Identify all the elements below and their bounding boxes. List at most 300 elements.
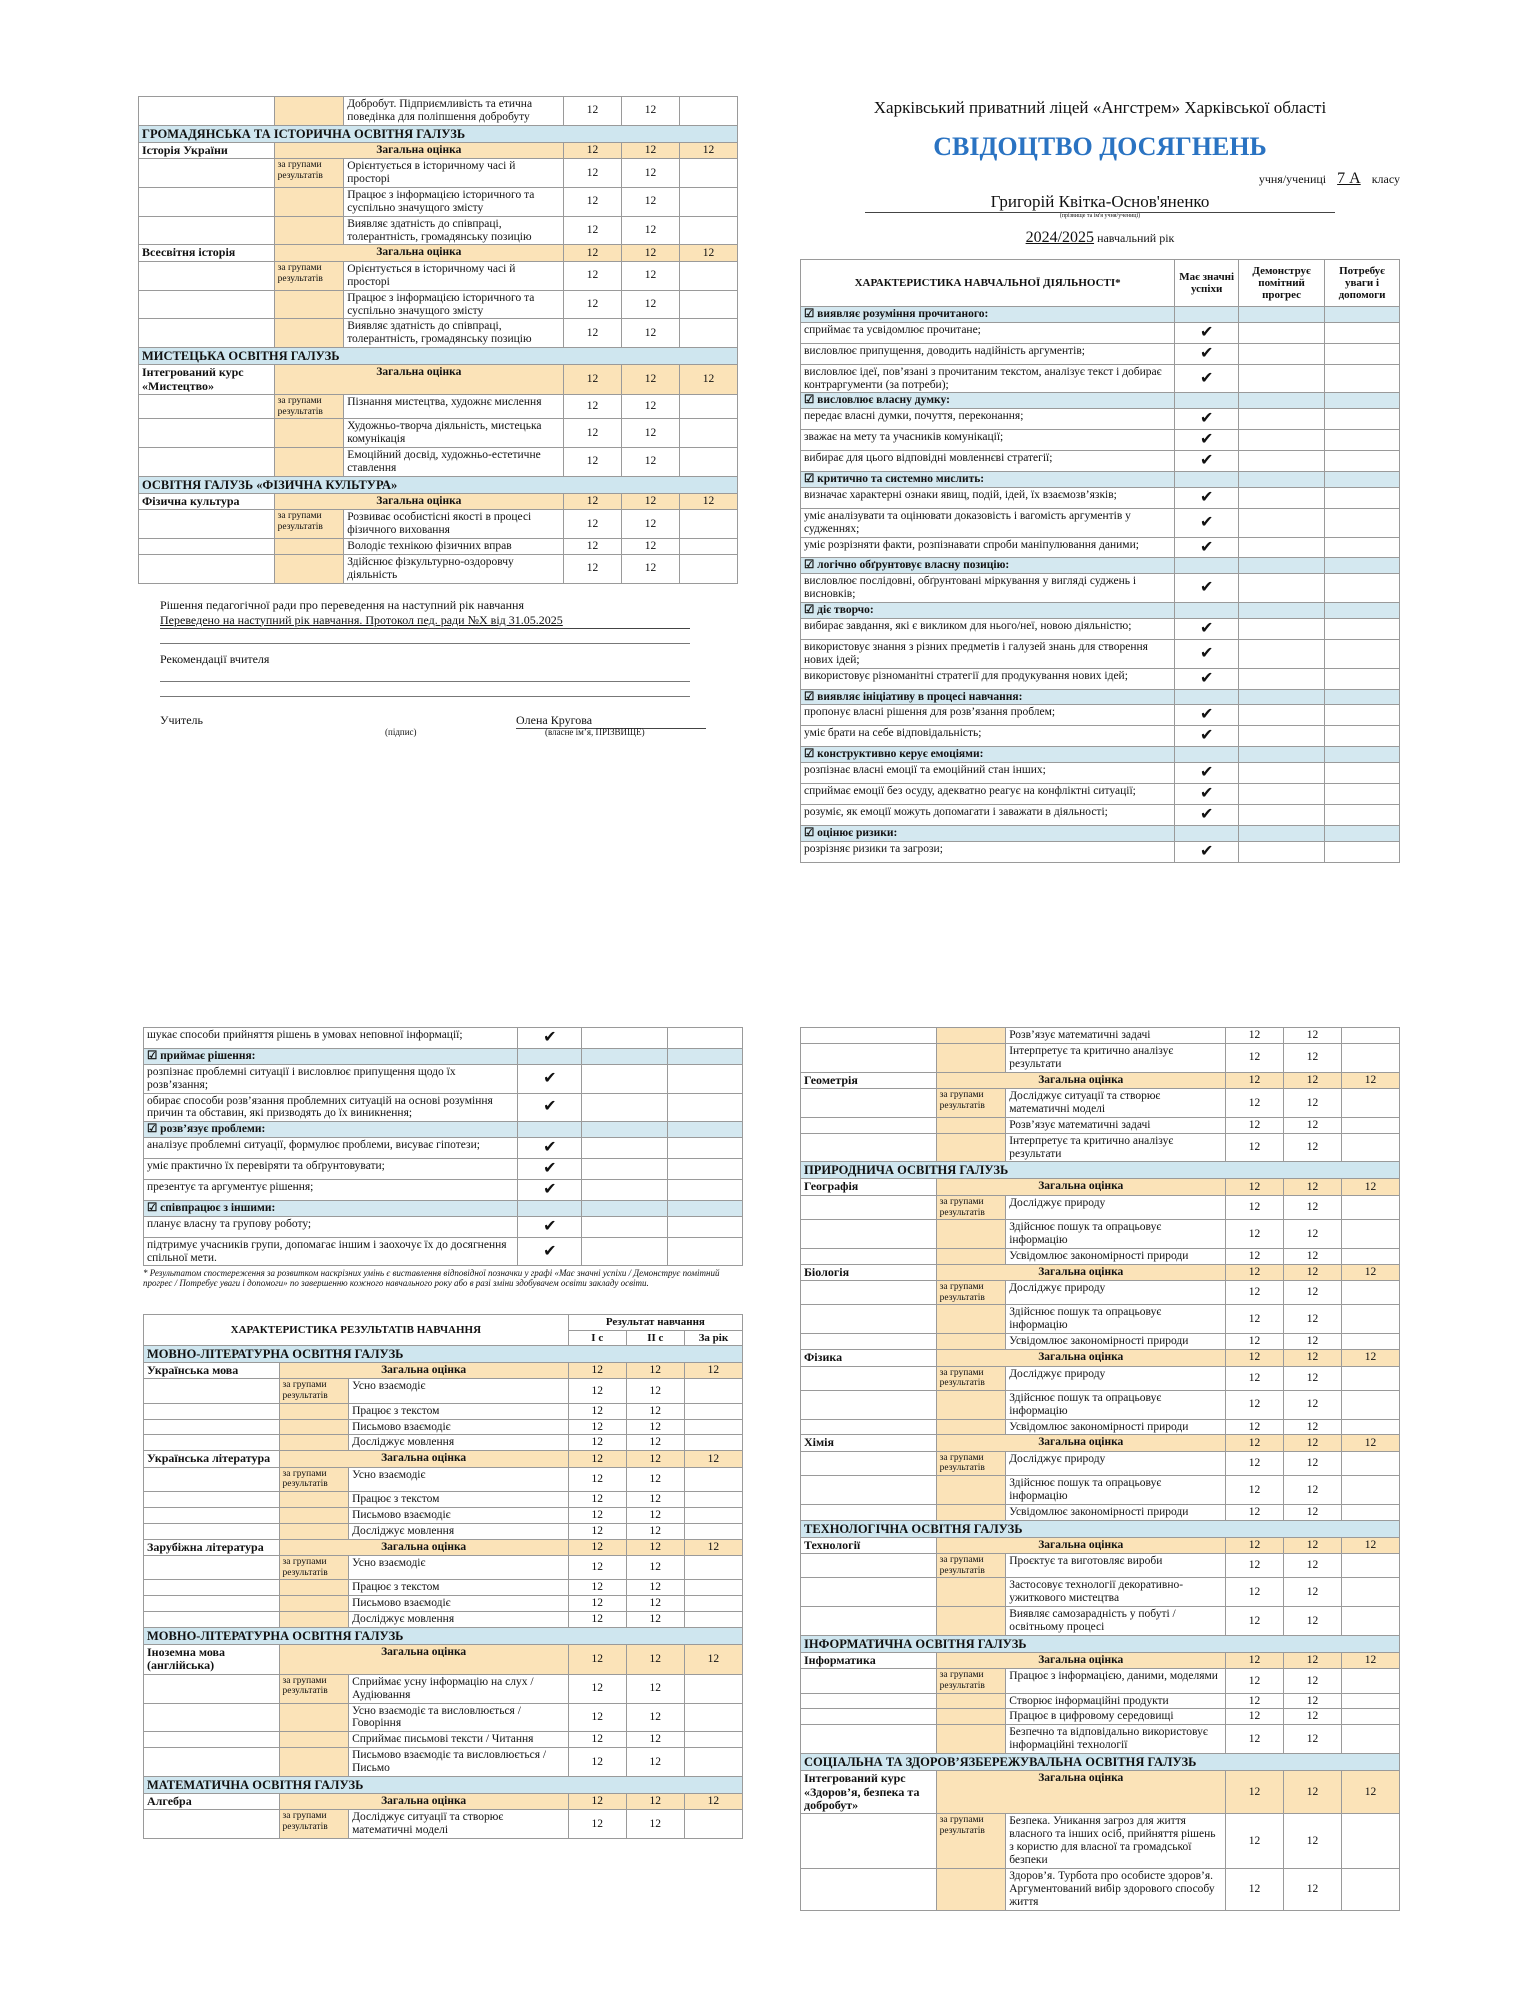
grade-cell: 12	[568, 1748, 626, 1777]
group-label: за групами результатів	[274, 510, 344, 539]
grade-cell: 12	[563, 510, 621, 539]
skill-text: аналізує проблемні ситуації, формулює проблеми, висуває гіпотези;	[144, 1138, 518, 1159]
year-line	[800, 229, 1400, 247]
result-row	[144, 1523, 743, 1539]
grade-cell	[679, 159, 737, 188]
head-success: Має значні успіхи	[1175, 260, 1239, 307]
subject-name	[801, 1669, 937, 1693]
grade-cell: 12	[1283, 1179, 1341, 1195]
grade-cell: 12	[563, 365, 621, 395]
grade-cell: 12	[626, 1492, 684, 1508]
skill-row	[801, 508, 1400, 537]
grade-cell: 12	[568, 1467, 626, 1491]
grade-cell: 12	[626, 1419, 684, 1435]
class-line	[800, 170, 1400, 188]
result-text: Виявляє самозарадність у побуті / освітньому процесі	[1006, 1607, 1226, 1636]
subject-name: Технології	[801, 1537, 937, 1553]
mark-cell	[1239, 639, 1325, 668]
group-label	[936, 1043, 1006, 1072]
grade-cell: 12	[1225, 1419, 1283, 1435]
subject-name	[139, 290, 275, 319]
subject-name	[144, 1403, 280, 1419]
grade-cell	[684, 1703, 742, 1732]
grade-cell: 12	[1283, 1043, 1341, 1072]
grade-cell: 12	[621, 319, 679, 348]
grade-cell: 12	[568, 1556, 626, 1580]
grade-cell	[1341, 1578, 1399, 1607]
grade-cell: 12	[1225, 1089, 1283, 1118]
overall-label: Загальна оцінка	[274, 365, 563, 395]
result-row	[139, 261, 738, 290]
grade-cell: 12	[1283, 1693, 1341, 1709]
skill-group-row	[801, 689, 1400, 705]
mark-cell	[1175, 747, 1239, 763]
grade-cell	[684, 1492, 742, 1508]
grade-cell	[1341, 1133, 1399, 1162]
grade-cell	[684, 1732, 742, 1748]
grade-cell: 12	[1283, 1264, 1341, 1280]
subject-name	[144, 1580, 280, 1596]
grade-cell	[679, 448, 737, 477]
grade-cell	[1341, 1390, 1399, 1419]
grade-cell: 12	[1225, 1607, 1283, 1636]
grade-cell: 12	[568, 1580, 626, 1596]
skill-group-title: ☑ висловлює власну думку:	[801, 393, 1175, 409]
result-row	[144, 1467, 743, 1491]
grade-cell: 12	[568, 1674, 626, 1703]
grade-cell: 12	[1283, 1578, 1341, 1607]
subject-name	[144, 1674, 280, 1703]
grade-cell: 12	[621, 365, 679, 395]
skill-text: використовує різноманітні стратегії для продукування нових ідей;	[801, 668, 1175, 689]
group-label: за групами результатів	[279, 1556, 349, 1580]
mark-cell	[1325, 726, 1400, 747]
subject-name	[801, 1133, 937, 1162]
result-row	[801, 1195, 1400, 1219]
grade-cell: 12	[1225, 1537, 1283, 1553]
result-label: Результат навчання	[568, 1315, 742, 1330]
grades-table-p4	[800, 1027, 1400, 1911]
grade-cell	[1341, 1248, 1399, 1264]
subject-name	[144, 1596, 280, 1612]
skill-group-title: ☑ оцінює ризики:	[801, 825, 1175, 841]
result-text: Письмово взаємодіє та висловлюється / Письмо	[349, 1748, 569, 1777]
result-row	[139, 538, 738, 554]
mark-cell	[1239, 804, 1325, 825]
result-row	[144, 1580, 743, 1596]
group-label	[279, 1580, 349, 1596]
subject-overall-row	[139, 245, 738, 261]
grade-cell: 12	[621, 159, 679, 188]
result-text: Розв’язує математичні задачі	[1006, 1028, 1226, 1044]
group-label	[936, 1334, 1006, 1350]
section-row	[801, 1162, 1400, 1179]
grade-cell: 12	[568, 1523, 626, 1539]
subject-overall-row	[139, 142, 738, 158]
grade-cell: 12	[621, 216, 679, 245]
skill-text: пропонує власні рішення для розв’язання проблем;	[801, 705, 1175, 726]
subject-name: Зарубіжна література	[144, 1539, 280, 1555]
subject-name	[801, 1248, 937, 1264]
mark-cell	[1239, 747, 1325, 763]
grade-cell: 12	[1225, 1179, 1283, 1195]
result-text: Досліджує мовлення	[349, 1523, 569, 1539]
mark-cell	[668, 1179, 743, 1200]
grade-cell: 12	[1225, 1072, 1283, 1088]
skill-text: обирає способи розв’язання проблемних ситуацій на основі розуміння причин та обставин, які призводять до їх виникнення;	[144, 1093, 518, 1122]
result-text: Добробут. Підприємливість та етична поведінка для поліпшення добробуту	[344, 97, 564, 126]
group-label	[274, 216, 344, 245]
grade-cell: 12	[626, 1674, 684, 1703]
result-text: Виявляє здатність до співпраці, толерантність, громадянську позицію	[344, 216, 564, 245]
grade-cell: 12	[684, 1793, 742, 1809]
grade-cell: 12	[626, 1467, 684, 1491]
mark-cell	[582, 1122, 668, 1138]
col-sem2: ІІ с	[626, 1330, 684, 1345]
student-name: Григорій Квітка-Основ'яненко	[865, 192, 1335, 213]
skill-row	[144, 1216, 743, 1237]
grade-cell: 12	[1225, 1028, 1283, 1044]
mark-cell	[1239, 409, 1325, 430]
group-label	[274, 538, 344, 554]
skill-text: розпізнає власні емоції та емоційний стан інших;	[801, 763, 1175, 784]
grade-cell: 12	[1225, 1390, 1283, 1419]
result-text: Безпечно та відповідально використовує інформаційні технології	[1006, 1725, 1226, 1754]
subject-name	[801, 1195, 937, 1219]
mark-cell	[1175, 603, 1239, 619]
grade-cell: 12	[1225, 1693, 1283, 1709]
grade-cell: 12	[568, 1507, 626, 1523]
grade-cell	[1341, 1089, 1399, 1118]
mark-cell	[1325, 558, 1400, 574]
group-label: за групами результатів	[936, 1669, 1006, 1693]
check-mark: ✔	[518, 1064, 582, 1093]
group-label	[936, 1305, 1006, 1334]
grade-cell: 12	[1283, 1652, 1341, 1668]
skill-text: використовує знання з різних предметів і галузей знань для створення нових ідей;	[801, 639, 1175, 668]
group-label: за групами результатів	[279, 1379, 349, 1403]
check-mark: ✔	[1175, 430, 1239, 451]
result-text: Розвиває особистісні якості в процесі фізичного виховання	[344, 510, 564, 539]
subject-name	[801, 1281, 937, 1305]
grade-cell	[679, 97, 737, 126]
skill-text: сприймає та усвідомлює прочитане;	[801, 322, 1175, 343]
grade-cell: 12	[626, 1748, 684, 1777]
skill-row	[801, 430, 1400, 451]
grade-cell: 12	[563, 554, 621, 583]
result-text: Сприймає усну інформацію на слух / Аудіювання	[349, 1674, 569, 1703]
teacher-row	[160, 713, 690, 745]
grade-cell: 12	[679, 493, 737, 509]
result-row	[144, 1810, 743, 1839]
grade-cell	[679, 510, 737, 539]
grade-cell: 12	[568, 1363, 626, 1379]
grade-cell	[679, 554, 737, 583]
skill-row	[801, 364, 1400, 393]
section-title: МИСТЕЦЬКА ОСВІТНЯ ГАЛУЗЬ	[139, 348, 738, 365]
mark-cell	[1325, 639, 1400, 668]
subject-name: Біологія	[801, 1264, 937, 1280]
group-label	[936, 1578, 1006, 1607]
skill-text: планує власну та групову роботу;	[144, 1216, 518, 1237]
result-text: Пізнання мистецтва, художнє мислення	[344, 395, 564, 419]
result-row	[144, 1435, 743, 1451]
subject-name: Геометрія	[801, 1072, 937, 1088]
grade-cell: 12	[621, 142, 679, 158]
subject-overall-row	[144, 1644, 743, 1674]
grade-cell	[684, 1556, 742, 1580]
subject-name	[144, 1748, 280, 1777]
check-mark: ✔	[1175, 343, 1239, 364]
result-text: Працює з текстом	[349, 1580, 569, 1596]
result-text: Усно взаємодіє	[349, 1556, 569, 1580]
group-label: за групами результатів	[936, 1281, 1006, 1305]
result-row	[801, 1043, 1400, 1072]
subject-name: Всесвітня історія	[139, 245, 275, 261]
subject-overall-row	[139, 493, 738, 509]
mark-cell	[1239, 307, 1325, 323]
grade-cell: 12	[626, 1451, 684, 1467]
skill-group-title: ☑ виявляє ініціативу в процесі навчання:	[801, 689, 1175, 705]
check-mark: ✔	[1175, 668, 1239, 689]
mark-cell	[1325, 574, 1400, 603]
grade-cell: 12	[1225, 1771, 1283, 1814]
overall-label: Загальна оцінка	[279, 1451, 568, 1467]
check-mark: ✔	[518, 1138, 582, 1159]
skill-row	[801, 804, 1400, 825]
grade-cell: 12	[626, 1580, 684, 1596]
grade-cell	[684, 1403, 742, 1419]
result-row	[801, 1578, 1400, 1607]
mark-cell	[582, 1159, 668, 1180]
class-value: 7 А	[1337, 170, 1361, 187]
grade-cell: 12	[626, 1644, 684, 1674]
mark-cell	[518, 1200, 582, 1216]
subject-overall-row	[144, 1451, 743, 1467]
result-row	[801, 1693, 1400, 1709]
group-label	[936, 1476, 1006, 1505]
subject-overall-row	[801, 1179, 1400, 1195]
result-text: Працює з інформацією історичного та суспільно значущого змісту	[344, 187, 564, 216]
result-text: Досліджує ситуації та створює математичні моделі	[349, 1810, 569, 1839]
page-3	[143, 1027, 743, 1839]
grade-cell: 12	[568, 1732, 626, 1748]
grade-cell: 12	[1283, 1771, 1341, 1814]
mark-cell	[1175, 472, 1239, 488]
mark-cell	[1325, 508, 1400, 537]
grade-cell: 12	[568, 1435, 626, 1451]
subject-name	[801, 1366, 937, 1390]
skill-row	[144, 1064, 743, 1093]
result-row	[801, 1669, 1400, 1693]
skill-row	[144, 1138, 743, 1159]
skill-text: визначає характерні ознаки явищ, подій, ідей, їх взаємозв’язків;	[801, 487, 1175, 508]
grade-cell	[679, 216, 737, 245]
subject-overall-row	[801, 1435, 1400, 1451]
grade-cell	[679, 419, 737, 448]
mark-cell	[1325, 472, 1400, 488]
subject-name	[139, 187, 275, 216]
group-label: за групами результатів	[274, 395, 344, 419]
result-text: Працює з текстом	[349, 1403, 569, 1419]
grade-cell: 12	[563, 216, 621, 245]
result-row	[801, 1028, 1400, 1044]
result-row	[801, 1117, 1400, 1133]
name-hint: (власне ім’я, ПРІЗВИЩЕ)	[545, 726, 645, 737]
result-text: Орієнтується в історичному часі й просторі	[344, 159, 564, 188]
skill-text: передає власні думки, почуття, переконання;	[801, 409, 1175, 430]
grade-cell: 12	[1225, 1366, 1283, 1390]
result-text: Усно взаємодіє	[349, 1467, 569, 1491]
mark-cell	[582, 1093, 668, 1122]
grade-cell	[684, 1596, 742, 1612]
result-row	[801, 1220, 1400, 1249]
grade-cell	[684, 1612, 742, 1628]
result-text: Працює з інформацією історичного та суспільно значущого змісту	[344, 290, 564, 319]
group-label	[279, 1403, 349, 1419]
grade-cell: 12	[621, 395, 679, 419]
group-label	[279, 1596, 349, 1612]
grade-cell: 12	[1283, 1504, 1341, 1520]
subject-name	[144, 1732, 280, 1748]
year-post: навчальний рік	[1097, 231, 1175, 245]
mark-cell	[668, 1159, 743, 1180]
grade-cell: 12	[568, 1793, 626, 1809]
result-row	[139, 554, 738, 583]
grade-cell: 12	[626, 1379, 684, 1403]
grade-cell: 12	[1341, 1537, 1399, 1553]
grade-cell: 12	[1225, 1350, 1283, 1366]
result-row	[139, 159, 738, 188]
subject-name	[801, 1578, 937, 1607]
result-row	[801, 1725, 1400, 1754]
mark-cell	[1325, 537, 1400, 558]
grade-cell: 12	[563, 419, 621, 448]
grade-cell: 12	[1283, 1195, 1341, 1219]
subject-name	[801, 1419, 937, 1435]
grade-cell	[684, 1810, 742, 1839]
group-label: за групами результатів	[936, 1451, 1006, 1475]
group-label: за групами результатів	[279, 1810, 349, 1839]
grade-cell	[684, 1467, 742, 1491]
grade-cell	[1341, 1693, 1399, 1709]
result-text: Усвідомлює закономірності природи	[1006, 1504, 1226, 1520]
subject-overall-row	[144, 1363, 743, 1379]
mark-cell	[1325, 705, 1400, 726]
subject-name	[801, 1693, 937, 1709]
mark-cell	[1325, 763, 1400, 784]
skill-group-row	[144, 1048, 743, 1064]
overall-label: Загальна оцінка	[936, 1264, 1225, 1280]
section-title: ІНФОРМАТИЧНА ОСВІТНЯ ГАЛУЗЬ	[801, 1635, 1400, 1652]
mark-cell	[1239, 343, 1325, 364]
grade-cell: 12	[568, 1810, 626, 1839]
result-row	[144, 1674, 743, 1703]
grade-cell: 12	[1283, 1554, 1341, 1578]
skill-row	[801, 726, 1400, 747]
result-row	[139, 510, 738, 539]
skill-group-title: ☑ конструктивно керує емоціями:	[801, 747, 1175, 763]
overall-label: Загальна оцінка	[279, 1793, 568, 1809]
mark-cell	[1239, 487, 1325, 508]
check-mark: ✔	[518, 1237, 582, 1266]
group-label	[936, 1117, 1006, 1133]
grade-cell: 12	[1225, 1281, 1283, 1305]
mark-cell	[668, 1237, 743, 1266]
grade-cell: 12	[1225, 1554, 1283, 1578]
result-text: Письмово взаємодіє	[349, 1419, 569, 1435]
teacher-name: Олена Кругова	[516, 713, 706, 729]
group-label	[279, 1612, 349, 1628]
grade-cell: 12	[1341, 1771, 1399, 1814]
skill-text: вибирає для цього відповідні мовленнєві стратегії;	[801, 451, 1175, 472]
grade-cell: 12	[684, 1539, 742, 1555]
head-progress: Демонструє помітний прогрес	[1239, 260, 1325, 307]
subject-name	[139, 159, 275, 188]
grade-cell: 12	[1225, 1117, 1283, 1133]
grade-cell	[679, 290, 737, 319]
subject-overall-row	[801, 1072, 1400, 1088]
section-row	[144, 1627, 743, 1644]
grade-cell: 12	[1283, 1709, 1341, 1725]
grade-cell	[1341, 1476, 1399, 1505]
result-row	[801, 1366, 1400, 1390]
skill-row	[801, 537, 1400, 558]
subject-overall-row	[801, 1652, 1400, 1668]
mark-cell	[1239, 603, 1325, 619]
signature-hint: (підпис)	[385, 726, 417, 737]
grade-cell: 12	[1225, 1814, 1283, 1869]
grade-cell	[1341, 1028, 1399, 1044]
mark-cell	[1325, 343, 1400, 364]
subject-name: Іноземна мова (англійська)	[144, 1644, 280, 1674]
check-mark: ✔	[1175, 322, 1239, 343]
section-title: ТЕХНОЛОГІЧНА ОСВІТНЯ ГАЛУЗЬ	[801, 1520, 1400, 1537]
class-post: класу	[1371, 172, 1400, 186]
group-label	[936, 1607, 1006, 1636]
result-text: Здійснює пошук та опрацьовує інформацію	[1006, 1390, 1226, 1419]
group-label	[274, 187, 344, 216]
grade-cell	[1341, 1607, 1399, 1636]
grade-cell	[684, 1580, 742, 1596]
grade-cell: 12	[563, 448, 621, 477]
grade-cell: 12	[626, 1435, 684, 1451]
result-row	[139, 448, 738, 477]
result-row	[139, 97, 738, 126]
skill-row	[801, 451, 1400, 472]
grade-cell: 12	[1225, 1195, 1283, 1219]
grade-cell: 12	[1341, 1350, 1399, 1366]
grade-cell: 12	[621, 419, 679, 448]
subject-name	[801, 1814, 937, 1869]
check-mark: ✔	[1175, 537, 1239, 558]
mark-cell	[668, 1138, 743, 1159]
grade-cell: 12	[626, 1523, 684, 1539]
grade-cell: 12	[1225, 1451, 1283, 1475]
skill-row	[801, 322, 1400, 343]
result-row	[144, 1703, 743, 1732]
grade-cell: 12	[1225, 1334, 1283, 1350]
grade-cell: 12	[1225, 1709, 1283, 1725]
grade-cell: 12	[563, 187, 621, 216]
group-label	[274, 554, 344, 583]
subject-name	[144, 1703, 280, 1732]
result-text: Письмово взаємодіє	[349, 1596, 569, 1612]
subject-name	[144, 1379, 280, 1403]
grade-cell: 12	[1341, 1652, 1399, 1668]
subject-name: Географія	[801, 1179, 937, 1195]
subject-name	[144, 1556, 280, 1580]
